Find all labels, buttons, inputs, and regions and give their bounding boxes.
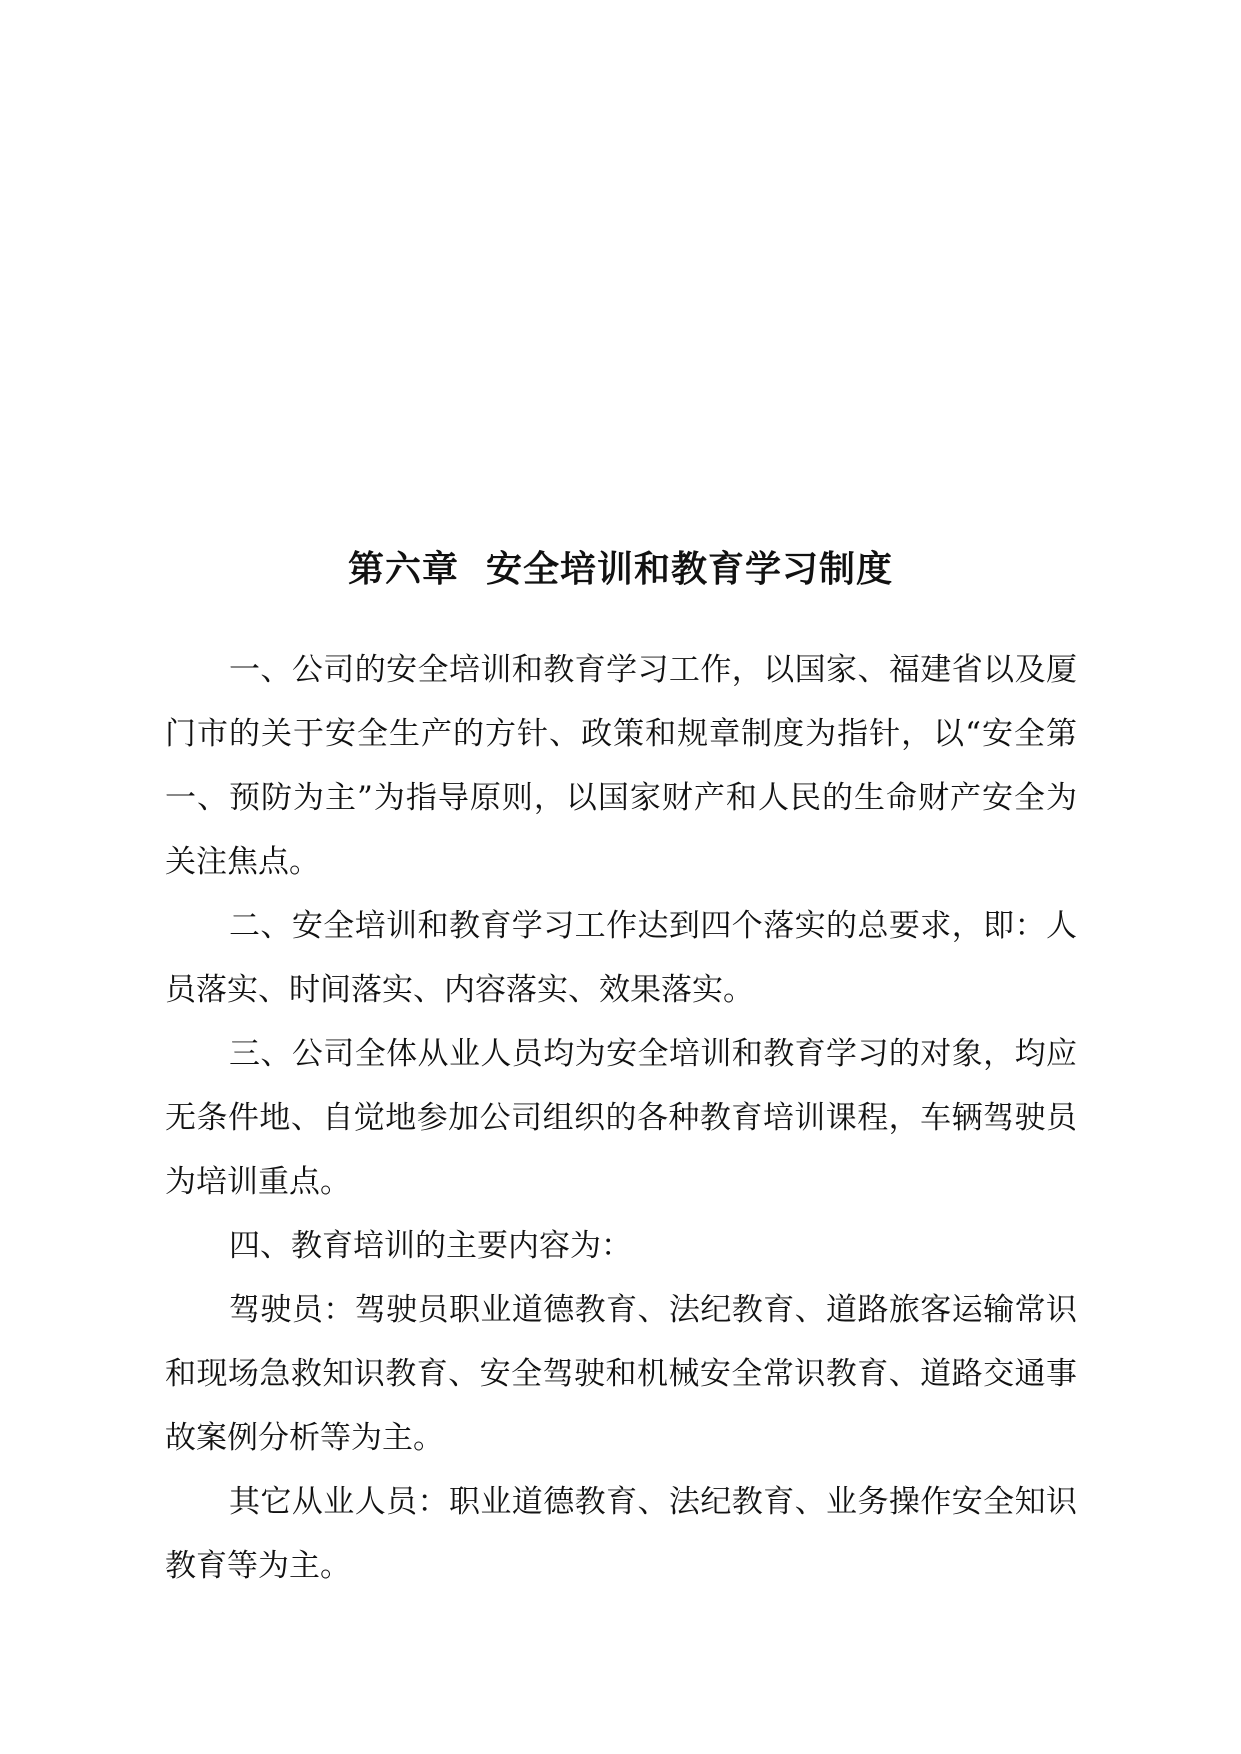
paragraph-training-principles: 一、公司的安全培训和教育学习工作，以国家、福建省以及厦门市的关于安全生产的方针、政策和规章制度为指针，以“安全第一、预防为主”为指导原则，以国家财产和人民的生命财产安全为关注焦点。 [165,652,1077,880]
document-body [165,638,1077,1598]
chapter-title: 第六章 安全培训和教育学习制度 [347,549,894,590]
paragraph-four-implementations: 二、安全培训和教育学习工作达到四个落实的总要求，即：人员落实、时间落实、内容落实、效果落实。 [165,908,1077,1008]
paragraph-other-staff-training: 其它从业人员：职业道德教育、法纪教育、业务操作安全知识教育等为主。 [165,1484,1077,1584]
paragraph-driver-training: 驾驶员：驾驶员职业道德教育、法纪教育、道路旅客运输常识和现场急救知识教育、安全驾驶和机械安全常识教育、道路交通事故案例分析等为主。 [165,1292,1077,1456]
paragraph-training-content-heading: 四、教育培训的主要内容为： [229,1228,632,1264]
paragraph-training-targets: 三、公司全体从业人员均为安全培训和教育学习的对象，均应无条件地、自觉地参加公司组织的各种教育培训课程，车辆驾驶员为培训重点。 [165,1036,1077,1200]
